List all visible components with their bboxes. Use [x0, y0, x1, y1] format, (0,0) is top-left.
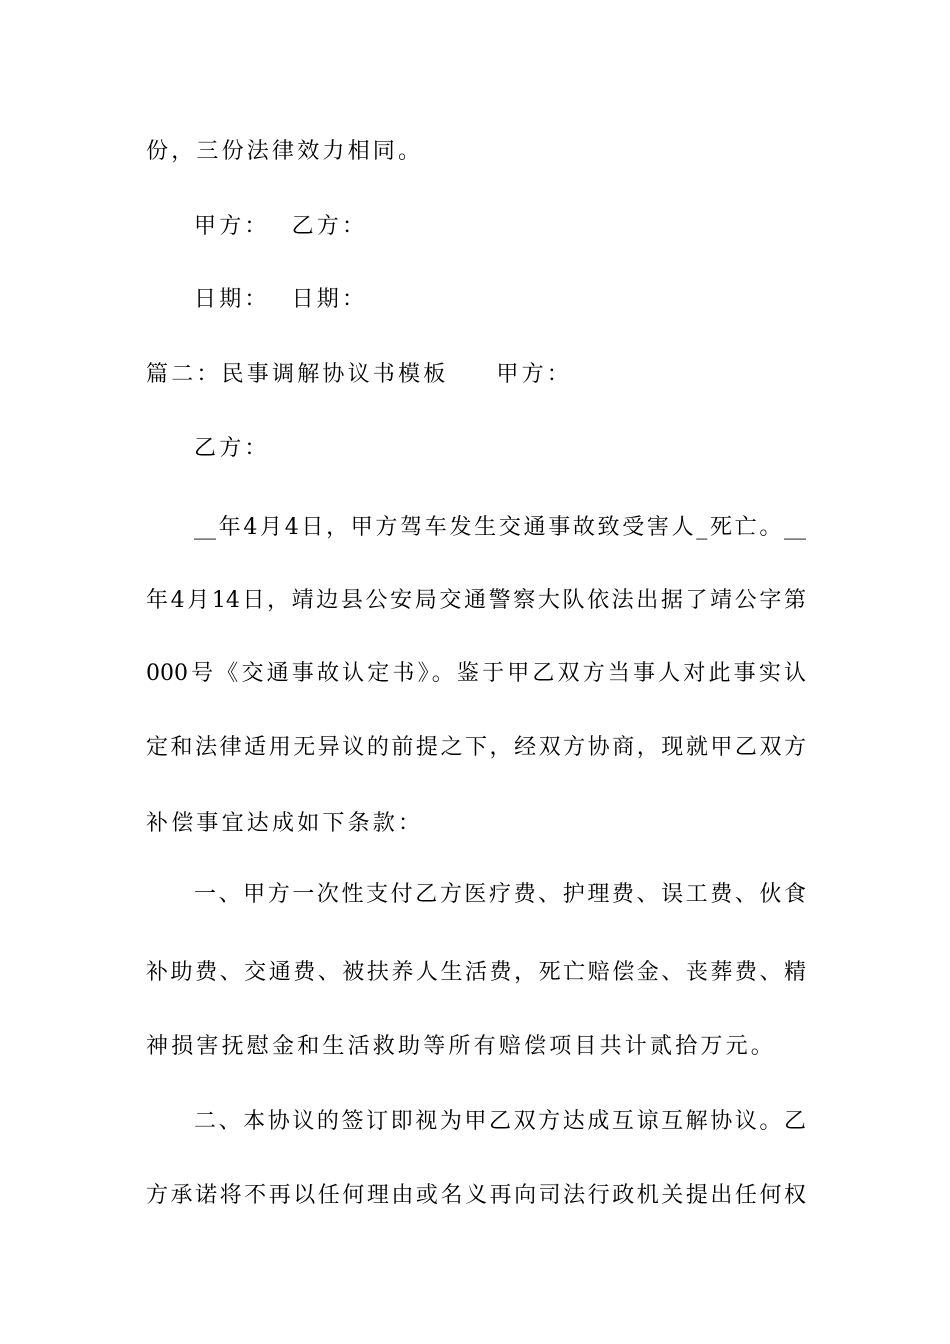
date-label-b: 日期：: [291, 287, 368, 312]
party-b-line: 乙方：: [194, 436, 270, 461]
clause-one-line: 补助费、交通费、被扶养人生活费，死亡赔偿金、丧葬费、精: [146, 960, 806, 985]
party-a-label: 甲方：: [496, 362, 573, 387]
paragraph-line: 000号《交通事故认定书》。鉴于甲乙双方当事人对此事实认: [146, 661, 806, 686]
date-label-a: 日期：: [194, 287, 270, 312]
party-a-label: 甲方：: [194, 214, 270, 239]
paragraph-line: 补偿事宜达成如下条款：: [146, 811, 424, 836]
party-b-label: 乙方：: [291, 214, 368, 239]
section-title: 篇二：民事调解协议书模板: [146, 362, 449, 387]
clause-one-line: 一、甲方一次性支付乙方医疗费、护理费、误工费、伙食: [194, 882, 806, 907]
clause-two-line: 方承诺将不再以任何理由或名义再向司法行政机关提出任何权: [146, 1183, 806, 1208]
paragraph-line: 年4月14日，靖边县公安局交通警察大队依法出据了靖公字第: [146, 588, 806, 613]
paragraph-line: __年4月4日，甲方驾车发生交通事故致受害人_死亡。__: [194, 515, 806, 540]
clause-two-line: 二、本协议的签订即视为甲乙双方达成互谅互解协议。乙: [194, 1109, 806, 1134]
paragraph-line: 定和法律适用无异议的前提之下，经双方协商，现就甲乙双方: [146, 735, 806, 760]
section-heading-row: [146, 360, 806, 390]
signature-row-parties: [194, 212, 806, 242]
paragraph-line: 份，三份法律效力相同。: [146, 139, 424, 164]
clause-one-line: 神损害抚慰金和生活救助等所有赔偿项目共计贰拾万元。: [146, 1034, 777, 1059]
signature-row-dates: [194, 285, 806, 315]
